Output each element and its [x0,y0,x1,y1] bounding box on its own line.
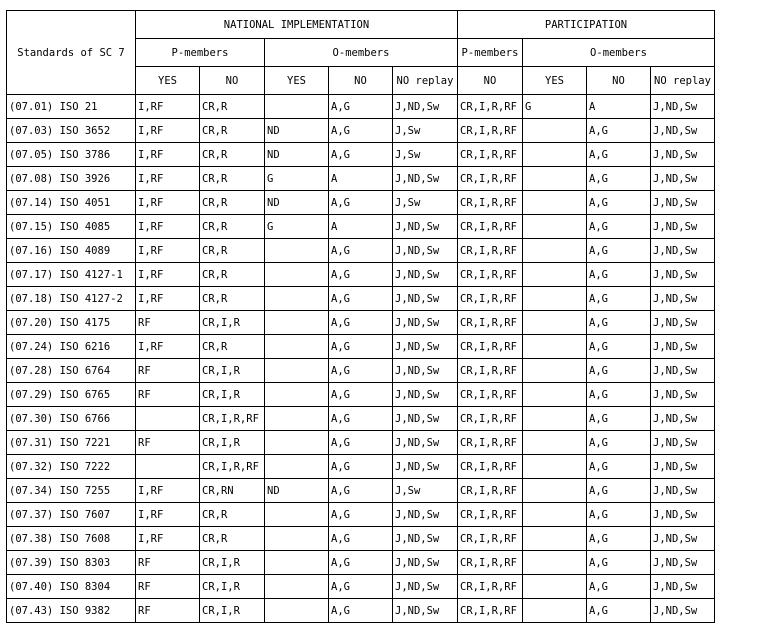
table-row [7,287,715,311]
ni-o-no-cell: A,G [329,143,393,167]
pa-o-no-cell: A,G [587,431,651,455]
ni-o-noreplay-cell: J,Sw [393,191,458,215]
ni-o-members-header: O-members [265,39,458,67]
ni-p-no-cell: CR,I,R [200,383,265,407]
ni-o-yes-cell [265,455,329,479]
pa-p-no-cell: CR,I,R,RF [458,383,523,407]
ni-o-yes-cell [265,311,329,335]
standard-cell: (07.30) ISO 6766 [7,407,136,431]
ni-o-no-header: NO [329,67,393,95]
ni-o-yes-cell [265,431,329,455]
ni-p-no-cell: CR,R [200,191,265,215]
pa-o-no-cell: A,G [587,167,651,191]
pa-o-yes-cell [523,575,587,599]
ni-o-no-cell: A,G [329,335,393,359]
ni-o-yes-cell [265,287,329,311]
ni-o-no-cell: A,G [329,239,393,263]
pa-o-no-cell: A,G [587,359,651,383]
ni-o-noreplay-cell: J,ND,Sw [393,215,458,239]
pa-o-noreplay-cell: J,ND,Sw [651,527,715,551]
pa-o-yes-cell [523,191,587,215]
ni-p-no-cell: CR,R [200,527,265,551]
pa-o-no-cell: A,G [587,575,651,599]
ni-p-yes-cell: I,RF [136,95,200,119]
ni-p-yes-cell: I,RF [136,167,200,191]
pa-o-no-cell: A,G [587,479,651,503]
ni-o-noreplay-cell: J,ND,Sw [393,551,458,575]
pa-o-noreplay-cell: J,ND,Sw [651,455,715,479]
standard-cell: (07.29) ISO 6765 [7,383,136,407]
standard-cell: (07.14) ISO 4051 [7,191,136,215]
pa-o-no-cell: A,G [587,215,651,239]
pa-o-noreplay-cell: J,ND,Sw [651,143,715,167]
table-row [7,167,715,191]
document-page [6,10,715,623]
ni-p-members-header: P-members [136,39,265,67]
ni-o-no-cell: A,G [329,191,393,215]
pa-o-noreplay-cell: J,ND,Sw [651,119,715,143]
standard-cell: (07.20) ISO 4175 [7,311,136,335]
ni-o-yes-cell [265,407,329,431]
pa-o-noreplay-cell: J,ND,Sw [651,599,715,623]
ni-o-yes-cell [265,263,329,287]
table-row [7,95,715,119]
ni-o-noreplay-cell: J,ND,Sw [393,287,458,311]
pa-o-yes-cell [523,407,587,431]
ni-o-yes-cell: ND [265,191,329,215]
ni-p-yes-cell: I,RF [136,503,200,527]
pa-o-no-cell: A,G [587,239,651,263]
ni-p-yes-cell: I,RF [136,335,200,359]
ni-p-no-cell: CR,I,R [200,431,265,455]
pa-o-yes-cell [523,527,587,551]
ni-p-no-cell: CR,I,R,RF [200,455,265,479]
pa-o-no-cell: A,G [587,191,651,215]
ni-p-no-cell: CR,R [200,167,265,191]
pa-o-no-cell: A,G [587,407,651,431]
ni-o-noreplay-cell: J,ND,Sw [393,503,458,527]
pa-o-yes-cell [523,359,587,383]
ni-o-noreplay-cell: J,ND,Sw [393,263,458,287]
table-row [7,407,715,431]
standard-cell: (07.24) ISO 6216 [7,335,136,359]
ni-p-no-cell: CR,R [200,215,265,239]
pa-o-noreplay-cell: J,ND,Sw [651,383,715,407]
standard-cell: (07.18) ISO 4127-2 [7,287,136,311]
ni-p-yes-cell [136,455,200,479]
ni-o-yes-cell [265,383,329,407]
ni-o-no-cell: A,G [329,527,393,551]
pa-p-no-cell: CR,I,R,RF [458,599,523,623]
pa-o-noreplay-cell: J,ND,Sw [651,503,715,527]
pa-o-no-cell: A,G [587,455,651,479]
ni-p-yes-cell: I,RF [136,119,200,143]
pa-o-yes-cell [523,383,587,407]
ni-p-no-cell: CR,R [200,239,265,263]
ni-o-noreplay-cell: J,Sw [393,143,458,167]
pa-o-no-cell: A,G [587,503,651,527]
pa-o-noreplay-cell: J,ND,Sw [651,575,715,599]
ni-o-yes-cell: G [265,167,329,191]
ni-o-noreplay-cell: J,ND,Sw [393,311,458,335]
table-row [7,215,715,239]
ni-p-yes-cell: I,RF [136,479,200,503]
ni-o-yes-cell: G [265,215,329,239]
ni-o-no-cell: A,G [329,359,393,383]
ni-o-noreplay-cell: J,ND,Sw [393,407,458,431]
table-row [7,383,715,407]
standard-cell: (07.40) ISO 8304 [7,575,136,599]
pa-p-no-cell: CR,I,R,RF [458,95,523,119]
ni-p-yes-cell: I,RF [136,191,200,215]
ni-p-no-cell: CR,R [200,287,265,311]
pa-p-no-cell: CR,I,R,RF [458,311,523,335]
pa-p-no-cell: CR,I,R,RF [458,479,523,503]
pa-o-no-cell: A,G [587,527,651,551]
ni-o-yes-cell [265,335,329,359]
table-row [7,359,715,383]
table-row [7,239,715,263]
pa-o-yes-cell [523,239,587,263]
pa-o-noreplay-header: NO replay [651,67,715,95]
standard-cell: (07.03) ISO 3652 [7,119,136,143]
ni-p-no-cell: CR,R [200,119,265,143]
ni-p-yes-cell: I,RF [136,263,200,287]
ni-p-no-cell: CR,I,R [200,311,265,335]
standard-cell: (07.39) ISO 8303 [7,551,136,575]
ni-o-yes-cell [265,551,329,575]
table-row [7,119,715,143]
ni-o-no-cell: A [329,167,393,191]
ni-o-no-cell: A,G [329,407,393,431]
pa-o-yes-cell [523,311,587,335]
table-row [7,191,715,215]
pa-p-no-cell: CR,I,R,RF [458,359,523,383]
pa-o-noreplay-cell: J,ND,Sw [651,239,715,263]
ni-p-yes-cell: I,RF [136,143,200,167]
pa-o-noreplay-cell: J,ND,Sw [651,95,715,119]
pa-o-no-cell: A,G [587,311,651,335]
ni-o-noreplay-cell: J,ND,Sw [393,239,458,263]
ni-p-no-cell: CR,R [200,143,265,167]
pa-p-no-cell: CR,I,R,RF [458,239,523,263]
standard-cell: (07.28) ISO 6764 [7,359,136,383]
pa-p-no-cell: CR,I,R,RF [458,527,523,551]
pa-o-no-cell: A,G [587,551,651,575]
ni-p-yes-cell: RF [136,383,200,407]
ni-o-noreplay-cell: J,ND,Sw [393,359,458,383]
standard-cell: (07.32) ISO 7222 [7,455,136,479]
pa-o-no-header: NO [587,67,651,95]
pa-o-noreplay-cell: J,ND,Sw [651,287,715,311]
pa-o-no-cell: A,G [587,335,651,359]
ni-o-noreplay-cell: J,ND,Sw [393,431,458,455]
ni-p-no-cell: CR,I,R,RF [200,407,265,431]
ni-o-yes-cell [265,503,329,527]
pa-p-members-header: P-members [458,39,523,67]
ni-o-no-cell: A,G [329,503,393,527]
ni-o-yes-header: YES [265,67,329,95]
pa-p-no-cell: CR,I,R,RF [458,431,523,455]
pa-o-no-cell: A,G [587,383,651,407]
table-row [7,311,715,335]
table-row [7,263,715,287]
ni-p-no-cell: CR,I,R [200,359,265,383]
ni-p-yes-cell: RF [136,575,200,599]
table-row [7,455,715,479]
ni-o-noreplay-cell: J,Sw [393,119,458,143]
ni-p-yes-cell: I,RF [136,287,200,311]
ni-p-yes-cell: RF [136,599,200,623]
ni-p-yes-header: YES [136,67,200,95]
ni-p-yes-cell [136,407,200,431]
pa-o-noreplay-cell: J,ND,Sw [651,263,715,287]
pa-o-yes-cell [523,263,587,287]
ni-o-yes-cell [265,599,329,623]
standards-header: Standards of SC 7 [7,11,136,95]
standard-cell: (07.37) ISO 7607 [7,503,136,527]
ni-o-noreplay-cell: J,ND,Sw [393,527,458,551]
standard-cell: (07.38) ISO 7608 [7,527,136,551]
pa-o-yes-cell [523,599,587,623]
pa-o-yes-cell [523,287,587,311]
pa-o-noreplay-cell: J,ND,Sw [651,215,715,239]
ni-o-no-cell: A [329,215,393,239]
ni-o-no-cell: A,G [329,551,393,575]
ni-p-no-header: NO [200,67,265,95]
table-row [7,143,715,167]
pa-o-yes-cell [523,479,587,503]
national-implementation-header: NATIONAL IMPLEMENTATION [136,11,458,39]
ni-p-yes-cell: RF [136,431,200,455]
table-row [7,503,715,527]
ni-p-no-cell: CR,R [200,263,265,287]
pa-p-no-header: NO [458,67,523,95]
pa-o-noreplay-cell: J,ND,Sw [651,311,715,335]
pa-o-noreplay-cell: J,ND,Sw [651,431,715,455]
pa-o-yes-cell [523,551,587,575]
pa-p-no-cell: CR,I,R,RF [458,455,523,479]
ni-o-yes-cell [265,359,329,383]
pa-p-no-cell: CR,I,R,RF [458,575,523,599]
ni-o-noreplay-cell: J,ND,Sw [393,455,458,479]
ni-o-no-cell: A,G [329,599,393,623]
pa-o-noreplay-cell: J,ND,Sw [651,407,715,431]
ni-o-noreplay-cell: J,ND,Sw [393,95,458,119]
ni-o-no-cell: A,G [329,311,393,335]
standard-cell: (07.17) ISO 4127-1 [7,263,136,287]
table-row [7,431,715,455]
ni-o-no-cell: A,G [329,287,393,311]
table-body [7,95,715,623]
standard-cell: (07.34) ISO 7255 [7,479,136,503]
table-header [7,11,715,95]
ni-o-no-cell: A,G [329,383,393,407]
ni-o-no-cell: A,G [329,575,393,599]
standard-cell: (07.01) ISO 21 [7,95,136,119]
table-row [7,575,715,599]
standard-cell: (07.43) ISO 9382 [7,599,136,623]
standard-cell: (07.15) ISO 4085 [7,215,136,239]
ni-o-noreplay-cell: J,ND,Sw [393,167,458,191]
pa-p-no-cell: CR,I,R,RF [458,503,523,527]
ni-o-no-cell: A,G [329,431,393,455]
pa-p-no-cell: CR,I,R,RF [458,167,523,191]
pa-o-yes-cell [523,143,587,167]
pa-p-no-cell: CR,I,R,RF [458,263,523,287]
pa-o-noreplay-cell: J,ND,Sw [651,551,715,575]
table-row [7,599,715,623]
pa-o-noreplay-cell: J,ND,Sw [651,359,715,383]
pa-o-yes-cell [523,119,587,143]
ni-p-no-cell: CR,I,R [200,551,265,575]
ni-o-yes-cell: ND [265,119,329,143]
ni-o-noreplay-cell: J,ND,Sw [393,599,458,623]
ni-o-yes-cell [265,527,329,551]
ni-o-no-cell: A,G [329,119,393,143]
standard-cell: (07.05) ISO 3786 [7,143,136,167]
table-row [7,551,715,575]
participation-header: PARTICIPATION [458,11,715,39]
ni-o-no-cell: A,G [329,95,393,119]
pa-o-yes-cell [523,215,587,239]
ni-o-noreplay-cell: J,ND,Sw [393,335,458,359]
pa-o-no-cell: A,G [587,287,651,311]
pa-p-no-cell: CR,I,R,RF [458,215,523,239]
ni-o-yes-cell [265,95,329,119]
pa-p-no-cell: CR,I,R,RF [458,191,523,215]
standard-cell: (07.16) ISO 4089 [7,239,136,263]
pa-o-members-header: O-members [523,39,715,67]
pa-o-yes-cell [523,167,587,191]
ni-o-no-cell: A,G [329,263,393,287]
ni-p-yes-cell: RF [136,551,200,575]
pa-o-no-cell: A,G [587,263,651,287]
pa-o-no-cell: A,G [587,143,651,167]
ni-p-no-cell: CR,I,R [200,599,265,623]
ni-o-no-cell: A,G [329,455,393,479]
pa-o-noreplay-cell: J,ND,Sw [651,191,715,215]
pa-o-no-cell: A,G [587,599,651,623]
pa-o-yes-cell [523,503,587,527]
pa-p-no-cell: CR,I,R,RF [458,551,523,575]
pa-o-yes-cell: G [523,95,587,119]
ni-p-yes-cell: I,RF [136,527,200,551]
pa-o-no-cell: A,G [587,119,651,143]
ni-p-no-cell: CR,R [200,503,265,527]
pa-o-yes-cell [523,431,587,455]
pa-o-yes-cell [523,455,587,479]
ni-o-yes-cell: ND [265,479,329,503]
ni-p-no-cell: CR,I,R [200,575,265,599]
table-row [7,335,715,359]
pa-o-noreplay-cell: J,ND,Sw [651,479,715,503]
ni-p-yes-cell: RF [136,359,200,383]
pa-o-yes-cell [523,335,587,359]
ni-p-yes-cell: I,RF [136,215,200,239]
pa-o-yes-header: YES [523,67,587,95]
ni-p-yes-cell: RF [136,311,200,335]
pa-p-no-cell: CR,I,R,RF [458,143,523,167]
standard-cell: (07.08) ISO 3926 [7,167,136,191]
ni-o-noreplay-cell: J,ND,Sw [393,575,458,599]
standard-cell: (07.31) ISO 7221 [7,431,136,455]
ni-o-noreplay-cell: J,Sw [393,479,458,503]
ni-o-no-cell: A,G [329,479,393,503]
pa-o-noreplay-cell: J,ND,Sw [651,167,715,191]
ni-p-no-cell: CR,R [200,95,265,119]
ni-o-noreplay-cell: J,ND,Sw [393,383,458,407]
pa-p-no-cell: CR,I,R,RF [458,287,523,311]
ni-p-no-cell: CR,RN [200,479,265,503]
ni-o-yes-cell [265,575,329,599]
pa-o-no-cell: A [587,95,651,119]
ni-p-yes-cell: I,RF [136,239,200,263]
pa-p-no-cell: CR,I,R,RF [458,407,523,431]
ni-o-noreplay-header: NO replay [393,67,458,95]
pa-p-no-cell: CR,I,R,RF [458,335,523,359]
pa-o-noreplay-cell: J,ND,Sw [651,335,715,359]
standards-table [6,10,715,623]
table-row [7,479,715,503]
ni-o-yes-cell [265,239,329,263]
ni-o-yes-cell: ND [265,143,329,167]
pa-p-no-cell: CR,I,R,RF [458,119,523,143]
table-row [7,527,715,551]
ni-p-no-cell: CR,R [200,335,265,359]
